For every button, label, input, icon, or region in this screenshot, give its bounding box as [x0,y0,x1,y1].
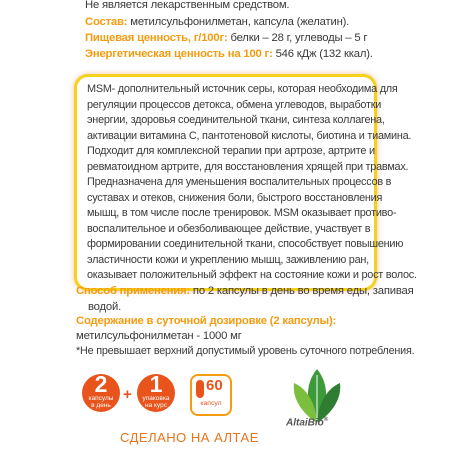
course-number: 1 [149,371,163,397]
course-caption-line2: на курс [145,402,167,409]
nutrition-label: Пищевая ценность, г/100г: [85,32,228,44]
energy-value: 546 кДж (132 ккал). [272,48,373,60]
description-line: Предназначена для уменьшения воспалительных процессов в [87,176,392,188]
energy-label: Энергетическая ценность на 100 г: [85,48,273,60]
plus-sign: + [123,386,132,403]
usage-value-cont: водой. [88,301,122,313]
description-line: воспалительное и обезболивающее действие, участвует в [87,222,371,235]
description-line: ревматоидном артрите, для восстановления хрящей при травмах. [87,160,409,173]
course-caption-line1: упаковка [142,395,170,402]
composition-label: Состав: [85,16,128,28]
capsules-number: 60 [206,377,223,394]
per-day-caption-line2: в день [91,402,111,409]
daily-dose-value: метилсульфонилметан - 1000 мг [76,330,242,342]
description-line: регуляции процессов детокса, обмена углеводов, выработки [87,98,382,111]
description-line: MSM- дополнительный источник серы, которая необходима для [87,83,398,95]
composition-line [85,15,349,29]
description-text [87,82,417,284]
per-day-number: 2 [94,371,108,397]
capsules-caption: капсул [200,400,222,407]
capsule-icon [196,380,204,398]
description-line: Подходит для комплексной терапии при артрозе, артрите и [87,145,375,157]
per-day-badge [82,371,120,412]
usage-label: Способ применения: [76,285,190,297]
brand-name-text: AltaiBio [286,417,324,429]
description-line: энергии, здоровья соединительной ткани, синтеза коллагена, [87,114,385,126]
description-line: оказывает положительный эффект на состояние кожи и рост волос. [87,269,417,281]
energy-line [85,47,373,61]
per-day-caption-line1: капсулы [88,395,114,402]
brand-registered-mark: ® [323,417,329,423]
usage-line [76,284,414,299]
made-in-altai-footer: СДЕЛАНО НА АЛТАЕ [120,430,259,445]
description-line: мышц, в том числе после тренировок. MSM оказывает противо- [87,207,397,219]
per-day-caption [82,395,120,409]
daily-dose-note: *Не превышает верхний допустимый уровень суточного потребления. [76,345,415,357]
course-badge [137,371,175,412]
description-line: суставах и отеков, снижения боли, быстрого восстановления [87,191,383,204]
description-line: активации витамина С, пантотеновой кислоты, биотина и тиамина. [87,129,412,142]
brand-name [286,417,328,428]
usage-value: по 2 капсулы в день во время еды, запивая [189,285,414,297]
capsules-count-badge [190,374,232,416]
daily-dose-label: Содержание в суточной дозировке (2 капсулы): [76,315,337,327]
not-medicine-text: Не является лекарственным средством. [85,0,290,11]
description-line: эластичности кожи и укреплению мышц, заживлению ран, [87,253,369,266]
course-caption [137,395,175,409]
composition-value: метилсульфонилметан, капсула (желатин). [127,16,350,28]
nutrition-value: белки – 28 г, углеводы – 5 г [227,32,368,44]
description-line: формировании соединительной ткани, способствует повышению [87,238,404,250]
nutrition-line [85,31,367,45]
